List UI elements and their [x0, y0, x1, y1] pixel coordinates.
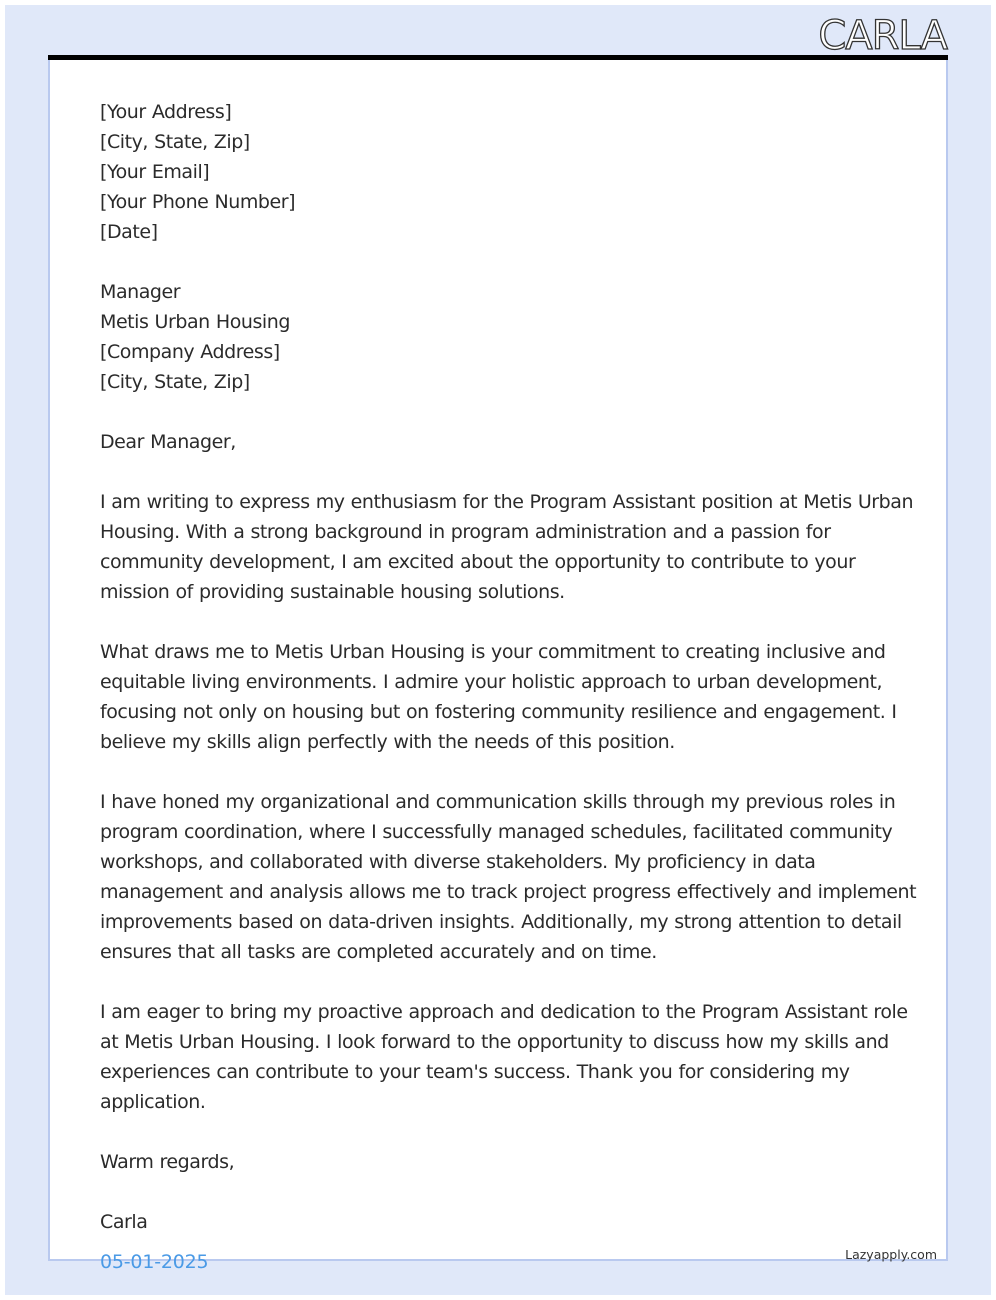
body-paragraph-2: [100, 637, 900, 757]
paragraph-line: What draws me to Metis Urban Housing is your commitment to creating inclusive and: [100, 641, 886, 663]
paragraph-line: management and analysis allows me to track project progress effectively and implement: [100, 881, 917, 903]
body-paragraph-1: [100, 487, 914, 607]
paragraph-line: I have honed my organizational and communication skills through my previous roles in: [100, 791, 896, 813]
recipient-city-state-zip: [City, State, Zip]: [100, 371, 250, 393]
sender-email: [Your Email]: [100, 161, 210, 183]
body-paragraph-3: [100, 787, 917, 967]
closing: Warm regards,: [100, 1151, 235, 1173]
recipient-company: Metis Urban Housing: [100, 311, 290, 333]
paragraph-line: application.: [100, 1091, 206, 1113]
paragraph-line: equitable living environments. I admire your holistic approach to urban development,: [100, 671, 883, 693]
sender-city-state-zip: [City, State, Zip]: [100, 131, 250, 153]
paragraph-line: program coordination, where I successfully managed schedules, facilitated community: [100, 821, 893, 843]
signature: Carla: [100, 1211, 148, 1233]
recipient-block: [100, 277, 900, 397]
paragraph-line: ensures that all tasks are completed accurately and on time.: [100, 941, 657, 963]
paragraph-line: workshops, and collaborated with diverse stakeholders. My proficiency in data: [100, 851, 816, 873]
sender-date: [Date]: [100, 221, 158, 243]
paragraph-line: I am writing to express my enthusiasm for the Program Assistant position at Metis Urban: [100, 491, 914, 513]
paragraph-line: improvements based on data-driven insights. Additionally, my strong attention to detail: [100, 911, 902, 933]
sender-block: [100, 97, 900, 247]
recipient-address: [Company Address]: [100, 341, 280, 363]
name-mark: CARLA: [818, 13, 947, 59]
salutation: Dear Manager,: [100, 431, 236, 453]
paragraph-line: community development, I am excited about the opportunity to contribute to your: [100, 551, 856, 573]
paragraph-line: focusing not only on housing but on fostering community resilience and engagement. I: [100, 701, 897, 723]
paragraph-line: I am eager to bring my proactive approach and dedication to the Program Assistant role: [100, 1001, 908, 1023]
paragraph-line: mission of providing sustainable housing solutions.: [100, 581, 565, 603]
recipient-title: Manager: [100, 281, 181, 303]
footer-date: 05-01-2025: [100, 1251, 209, 1273]
header-rule: [48, 55, 948, 60]
sender-phone: [Your Phone Number]: [100, 191, 296, 213]
footer-site: Lazyapply.com: [845, 1247, 937, 1262]
paragraph-line: Housing. With a strong background in program administration and a passion for: [100, 521, 831, 543]
paragraph-line: experiences can contribute to your team's success. Thank you for considering my: [100, 1061, 850, 1083]
paragraph-line: at Metis Urban Housing. I look forward to the opportunity to discuss how my skills and: [100, 1031, 889, 1053]
body-paragraph-4: [100, 997, 908, 1117]
sender-address: [Your Address]: [100, 101, 232, 123]
cover-letter: [100, 97, 917, 1237]
paragraph-line: believe my skills align perfectly with the needs of this position.: [100, 731, 675, 753]
